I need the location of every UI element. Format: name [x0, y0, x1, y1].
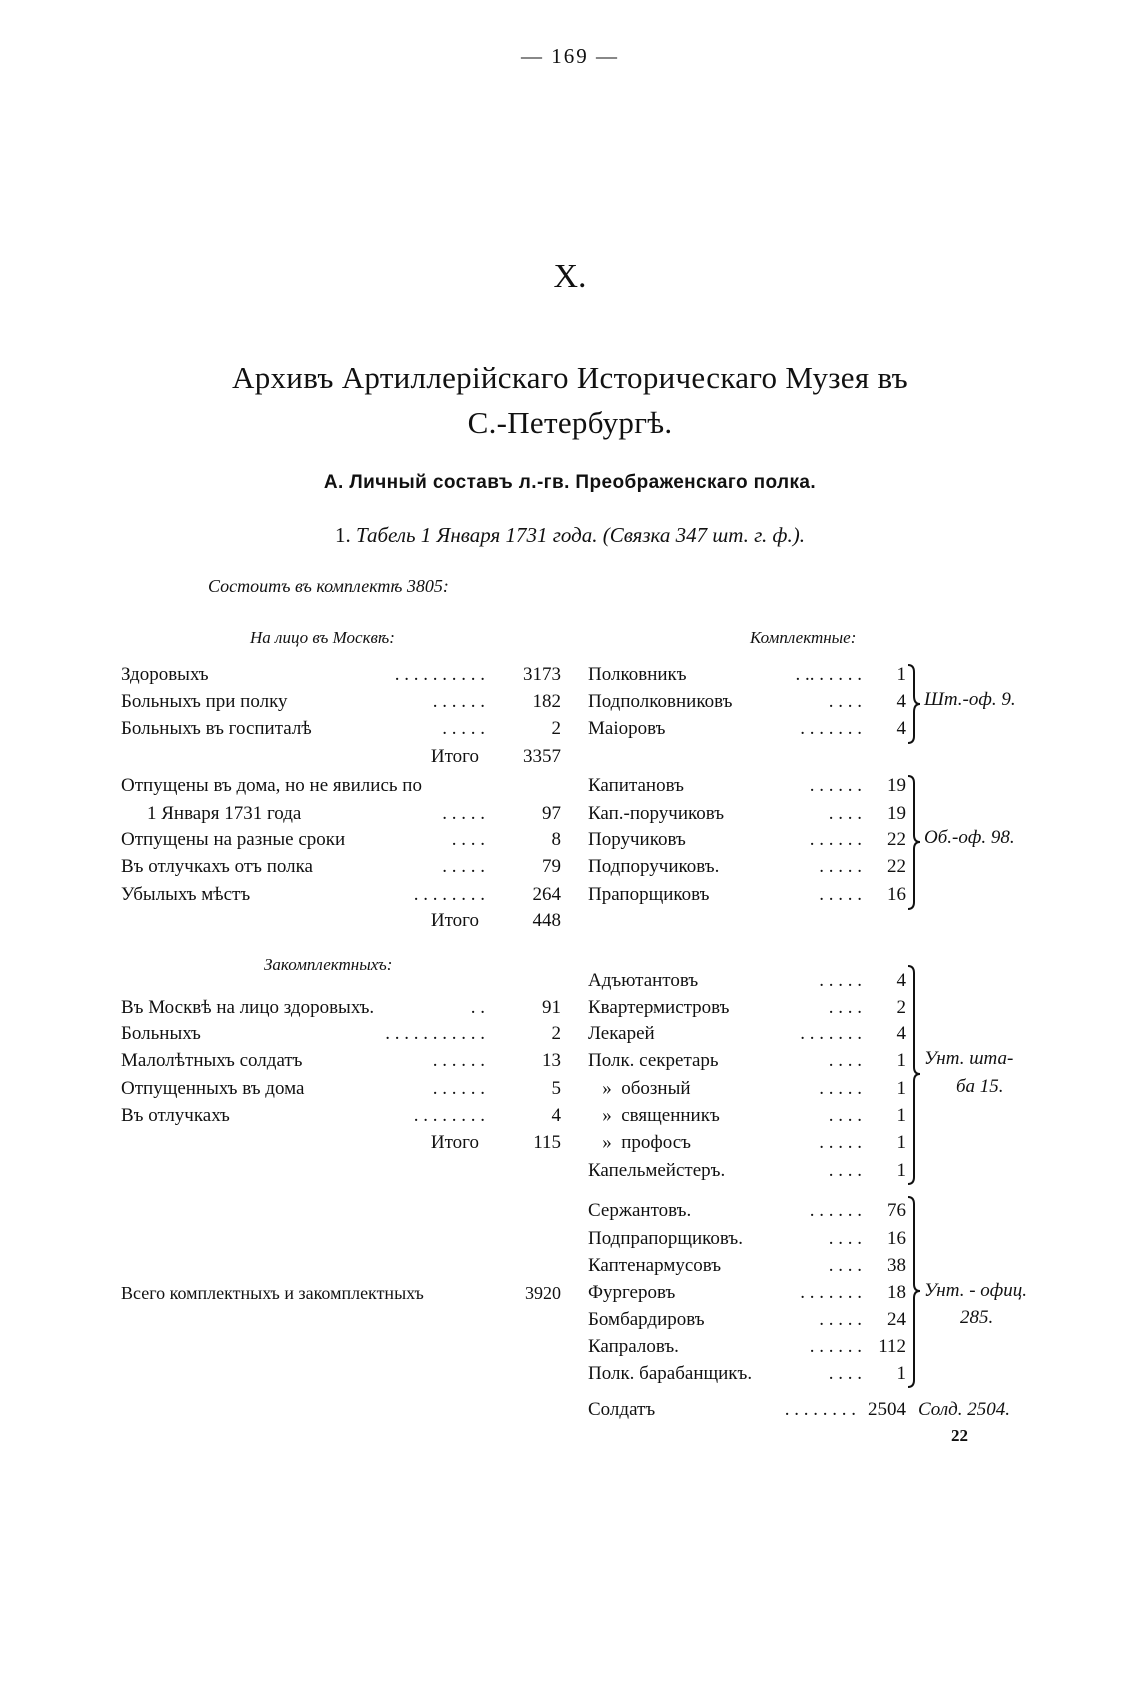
row-value: 76 [887, 1200, 906, 1221]
table-row [121, 1103, 561, 1129]
table-row [588, 716, 906, 742]
table-row [121, 827, 561, 853]
row-value: 18 [887, 1282, 906, 1303]
row-value: 16 [887, 884, 906, 905]
subsection-title: Табель 1 Января 1731 года. (Связка 347 шт. г. ф.). [356, 523, 805, 547]
row-value: 1 [896, 1105, 906, 1126]
row-label: Лекарей [588, 1023, 655, 1044]
row-value: 112 [878, 1336, 906, 1357]
row-label: Отпущены на разные сроки [121, 829, 346, 850]
row-value: 16 [887, 1228, 906, 1249]
row-value: 24 [887, 1309, 906, 1330]
row-label: Бомбардировъ [588, 1309, 705, 1330]
row-value: 22 [887, 856, 906, 877]
table-row [588, 1158, 906, 1184]
leader-dots: . . . . [828, 1050, 862, 1071]
table-row [588, 1130, 906, 1156]
table-row [588, 995, 906, 1021]
table-row [588, 1198, 906, 1224]
row-label: Малолѣтныхъ солдатъ [121, 1050, 303, 1071]
row-label: Капельмейстеръ. [588, 1160, 726, 1181]
group-label-staff-officers: Шт.-оф. 9. [924, 689, 1016, 710]
row-label: » профосъ [588, 1132, 691, 1153]
table-row [121, 716, 561, 742]
row-label: Полковникъ [588, 664, 687, 685]
leader-dots: . . . . . [819, 1309, 862, 1330]
row-label: Квартермистровъ [588, 997, 730, 1018]
table-row [588, 827, 906, 853]
table-row [588, 1048, 906, 1074]
leader-dots: . . . . . [442, 718, 485, 739]
table-row [588, 801, 906, 827]
leader-dots: . . . . [828, 1363, 862, 1384]
row-value: 264 [532, 884, 561, 905]
row-label: Капитановъ [588, 775, 684, 796]
leader-dots: . . . . . . [432, 1050, 485, 1071]
subsection-number: 1. [335, 523, 351, 547]
leader-dots: . . . . [828, 997, 862, 1018]
table-row [588, 882, 906, 908]
table-row [588, 968, 906, 994]
brace-icon [906, 664, 922, 744]
row-value: 4 [896, 1023, 906, 1044]
table-row [588, 1280, 906, 1306]
row-label: Капраловъ. [588, 1336, 679, 1357]
subtotal-value: 3357 [523, 746, 561, 767]
row-label: Маiоровъ [588, 718, 666, 739]
table-row [588, 1253, 906, 1279]
brace-icon [906, 775, 922, 910]
leader-dots: . . . . . . . . [413, 884, 485, 905]
subtotal-row [121, 1130, 561, 1156]
table-row [588, 662, 906, 688]
leader-dots: . . . . [828, 691, 862, 712]
subtotal-value: 115 [533, 1132, 561, 1153]
row-value: 19 [887, 775, 906, 796]
row-value: 4 [551, 1105, 561, 1126]
leader-dots: . . . . . . . . . . . [385, 1023, 485, 1044]
row-value: 8 [551, 829, 561, 850]
group-label-nco-staff-line1: Унт. шта- [924, 1048, 1014, 1069]
row-value: 4 [896, 718, 906, 739]
brace-icon [906, 1196, 922, 1388]
row-value: 79 [542, 856, 561, 877]
row-label: Подполковниковъ [588, 691, 733, 712]
brace-icon [906, 965, 922, 1185]
row-value: 182 [532, 691, 561, 712]
row-label: Въ отлучкахъ [121, 1105, 230, 1126]
leader-dots: . . . . [828, 1160, 862, 1181]
row-value: 1 [896, 1132, 906, 1153]
leader-dots: . .. . . . . . [795, 664, 862, 685]
leader-dots: . . . . . [819, 1132, 862, 1153]
leader-dots: . . . . . [819, 856, 862, 877]
row-label: Каптенармусовъ [588, 1255, 722, 1276]
row-label: Полк. барабанщикъ. [588, 1363, 753, 1384]
leader-dots: . . . . . . [809, 1336, 862, 1357]
table-row [121, 662, 561, 688]
row-label: Больныхъ въ госпиталѣ [121, 718, 312, 739]
leader-dots: . . . . . . [432, 1078, 485, 1099]
row-value: 4 [896, 970, 906, 991]
row-value: 22 [887, 829, 906, 850]
row-value: 4 [896, 691, 906, 712]
row-label: Въ Москвѣ на лицо здоровыхъ. [121, 997, 375, 1018]
leader-dots: . . . . . . . [800, 718, 862, 739]
soldiers-row [588, 1397, 906, 1423]
leader-dots: . . . . . . . [800, 1023, 862, 1044]
row-label: Больныхъ при полку [121, 691, 288, 712]
subtotal-label: Итого [430, 910, 479, 931]
row-label: Солдатъ [588, 1399, 656, 1420]
group-label-chief-officers: Об.-оф. 98. [924, 827, 1015, 848]
row-label: Поручиковъ [588, 829, 686, 850]
table-row [588, 1334, 906, 1360]
table-row [121, 773, 561, 799]
row-value: 19 [887, 803, 906, 824]
subtotal-label: Итого [430, 746, 479, 767]
subtotal-label: Итого [430, 1132, 479, 1153]
intro-line: Состоитъ въ комплектѣ 3805: [208, 576, 449, 596]
row-value: 1 [896, 664, 906, 685]
leader-dots: . . . . . . [809, 1200, 862, 1221]
table-row [121, 1076, 561, 1102]
page-title-line1: Архивъ Артиллерiйскаго Историческаго Музея въ [232, 360, 908, 395]
leader-dots: . . . . . [442, 803, 485, 824]
subtotal-row [121, 744, 561, 770]
leader-dots: . . . . . . . . [784, 1399, 856, 1420]
leader-dots: . . . . . [819, 884, 862, 905]
table-row [588, 1103, 906, 1129]
subtotal-value: 448 [532, 910, 561, 931]
table-row [121, 1048, 561, 1074]
row-value: 1 [896, 1160, 906, 1181]
signature-mark: 22 [951, 1426, 968, 1445]
table-row [121, 995, 561, 1021]
row-value: 97 [542, 803, 561, 824]
leader-dots: . . . . [828, 1105, 862, 1126]
row-label: 1 Января 1731 года [147, 803, 302, 824]
leader-dots: . . . . . [819, 1078, 862, 1099]
row-label: Подпрапорщиковъ. [588, 1228, 743, 1249]
leader-dots: . . . . . . [809, 829, 862, 850]
table-row [588, 1021, 906, 1047]
section-heading: А. Личный составъ л.-гв. Преображенскаго полка. [323, 472, 817, 493]
table-row [121, 854, 561, 880]
row-label: Подпоручиковъ. [588, 856, 720, 877]
table-row [121, 801, 561, 827]
row-value: 3173 [523, 664, 561, 685]
group-label-nco-line2: 285. [960, 1307, 994, 1328]
row-label: Отпущенныхъ въ дома [121, 1078, 305, 1099]
row-value: 5 [551, 1078, 561, 1099]
table-row [588, 1307, 906, 1333]
grand-total-row [121, 1280, 561, 1306]
leader-dots: . . . . . . . . [413, 1105, 485, 1126]
row-value: 1 [896, 1363, 906, 1384]
leader-dots: . . . . . [442, 856, 485, 877]
row-label: Кап.-поручиковъ [588, 803, 725, 824]
row-value: 38 [887, 1255, 906, 1276]
left-heading-supernumerary: Закомплектныхъ: [264, 955, 393, 974]
row-label: Сержантовъ. [588, 1200, 692, 1221]
table-row [121, 1021, 561, 1047]
table-row [121, 689, 561, 715]
subtotal-row [121, 908, 561, 934]
leader-dots: . . . . [828, 1228, 862, 1249]
table-row [588, 773, 906, 799]
row-label: Адъютантовъ [588, 970, 699, 991]
row-label: » обозный [588, 1078, 691, 1099]
row-label: » священникъ [588, 1105, 720, 1126]
row-label: Полк. секретарь [588, 1050, 719, 1071]
leader-dots: . . . . [451, 829, 485, 850]
leader-dots: . . . . . [819, 970, 862, 991]
table-row [588, 1361, 906, 1387]
grand-total-value: 3920 [525, 1283, 561, 1303]
row-value: 2 [896, 997, 906, 1018]
leader-dots: . . . . [828, 1255, 862, 1276]
right-heading-complete: Комплектные: [750, 628, 857, 647]
leader-dots: . . . . [828, 803, 862, 824]
leader-dots: . . . . . . [432, 691, 485, 712]
leader-dots: . . . . . . . . . . [394, 664, 485, 685]
group-label-soldiers: Солд. 2504. [918, 1399, 1010, 1420]
row-label: Больныхъ [121, 1023, 201, 1044]
row-label: Отпущены въ дома, но не явились по [121, 775, 422, 796]
leader-dots: . . . . . . [809, 775, 862, 796]
row-value: 91 [542, 997, 561, 1018]
row-value: 2 [551, 718, 561, 739]
grand-total-label: Всего комплектныхъ и закомплектныхъ [121, 1283, 424, 1303]
row-value: 2504 [868, 1399, 906, 1420]
group-label-nco-staff-line2: ба 15. [956, 1076, 1004, 1097]
row-label: Убылыхъ мѣстъ [121, 884, 251, 905]
row-value: 1 [896, 1078, 906, 1099]
subsection-heading [0, 523, 1140, 548]
table-row [588, 1226, 906, 1252]
leader-dots: . . . . . . . [800, 1282, 862, 1303]
left-heading-present: На лицо въ Москвѣ: [250, 628, 395, 647]
row-value: 2 [551, 1023, 561, 1044]
page-title-line2: С.-Петербургѣ. [467, 405, 673, 440]
table-row [588, 854, 906, 880]
row-label: Фургеровъ [588, 1282, 676, 1303]
row-value: 1 [896, 1050, 906, 1071]
leader-dots: . . [470, 997, 485, 1018]
row-label: Здоровыхъ [121, 664, 209, 685]
row-label: Въ отлучкахъ отъ полка [121, 856, 313, 877]
table-row [588, 689, 906, 715]
table-row [121, 882, 561, 908]
table-row [588, 1076, 906, 1102]
page-number: — 169 — [521, 44, 619, 68]
chapter-numeral: X. [553, 258, 587, 295]
row-value: 13 [542, 1050, 561, 1071]
group-label-nco-line1: Унт. - офиц. [924, 1280, 1028, 1301]
row-label: Прапорщиковъ [588, 884, 710, 905]
